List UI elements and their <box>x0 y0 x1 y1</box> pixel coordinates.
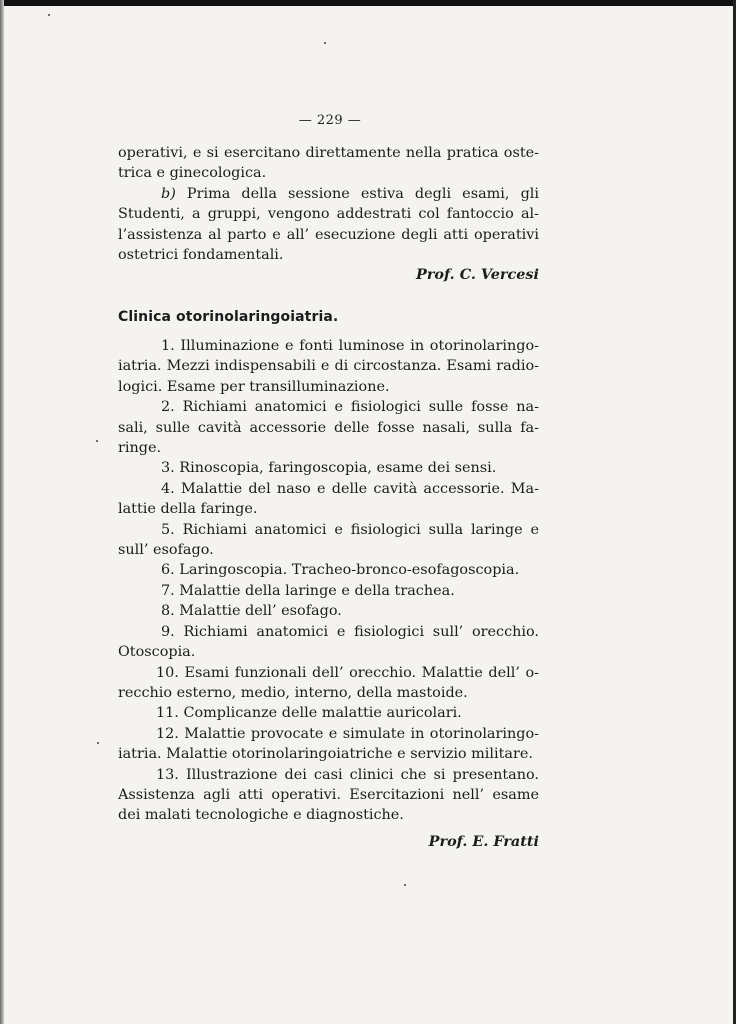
intro-paragraph-2-text: Prima della sessione estiva degli esami, gli Studenti, a gruppi, vengono addestrati col fantoccio al-l’assistenza al parto e all’ esecuzione degli atti operativi ostetrici fondamentali. <box>118 185 539 264</box>
syllabus-item-13: 13. Illustrazione dei casi clinici che si presentano. Assistenza agli atti operativi. Esercitazioni nell’ esame dei malati tecnologiche e diagnostiche. <box>118 766 539 824</box>
syllabus-item-7: 7. Malattie della laringe e della trachea. <box>161 582 455 599</box>
section-title: Clinica otorinolaringoiatria. <box>118 309 339 325</box>
intro-paragraph-2 <box>118 184 539 266</box>
scan-speck <box>324 42 326 44</box>
syllabus-item-11: 11. Complicanze delle malattie auricolari. <box>156 705 462 722</box>
syllabus-item-3: 3. Rinoscopia, faringoscopia, esame dei sensi. <box>161 460 497 477</box>
scan-speck <box>97 742 99 744</box>
scan-speck <box>96 440 98 442</box>
signature-vercesi: Prof. C. Vercesi <box>416 266 539 284</box>
syllabus-item-5: 5. Richiami anatomici e fisiologici sulla laringe e sull’ esofago. <box>118 521 539 559</box>
syllabus-item-9: 9. Richiami anatomici e fisiologici sull’ orecchio. Otoscopia. <box>118 623 539 661</box>
syllabus-item-4: 4. Malattie del naso e delle cavità accessorie. Ma-lattie della faringe. <box>118 480 539 518</box>
scan-border-left <box>0 0 4 1024</box>
syllabus-item-6: 6. Laringoscopia. Tracheo-bronco-esofagoscopia. <box>161 562 520 579</box>
syllabus-item-1: 1. Illuminazione e fonti luminose in otorinolaringo-iatria. Mezzi indispensabili e di circostanza. Esami radio-logici. Esame per transilluminazione. <box>118 338 539 395</box>
syllabus-list <box>118 336 539 852</box>
scan-speck <box>404 884 406 886</box>
signature-fratti: Prof. E. Fratti <box>428 832 539 850</box>
scan-speck <box>48 14 50 16</box>
intro-paragraph-1: operativi, e si esercitano direttamente nella pratica oste-trica e ginecologica. <box>118 145 539 182</box>
syllabus-item-12: 12. Malattie provocate e simulate in otorinolaringo-iatria. Malattie otorinolaringoiatriche e servizio militare. <box>118 725 539 763</box>
syllabus-item-2: 2. Richiami anatomici e fisiologici sulle fosse na-sali, sulle cavità accessorie delle fosse nasali, sulla fa-ringe. <box>118 399 539 457</box>
syllabus-item-8: 8. Malattie dell’ esofago. <box>161 603 342 620</box>
scan-border-top <box>0 0 736 6</box>
intro-block <box>118 143 539 286</box>
paragraph-label: b) <box>161 185 176 202</box>
page-number: — 229 — <box>298 113 362 128</box>
syllabus-item-10: 10. Esami funzionali dell’ orecchio. Malattie dell’ o-recchio esterno, medio, interno, della mastoide. <box>118 664 539 701</box>
